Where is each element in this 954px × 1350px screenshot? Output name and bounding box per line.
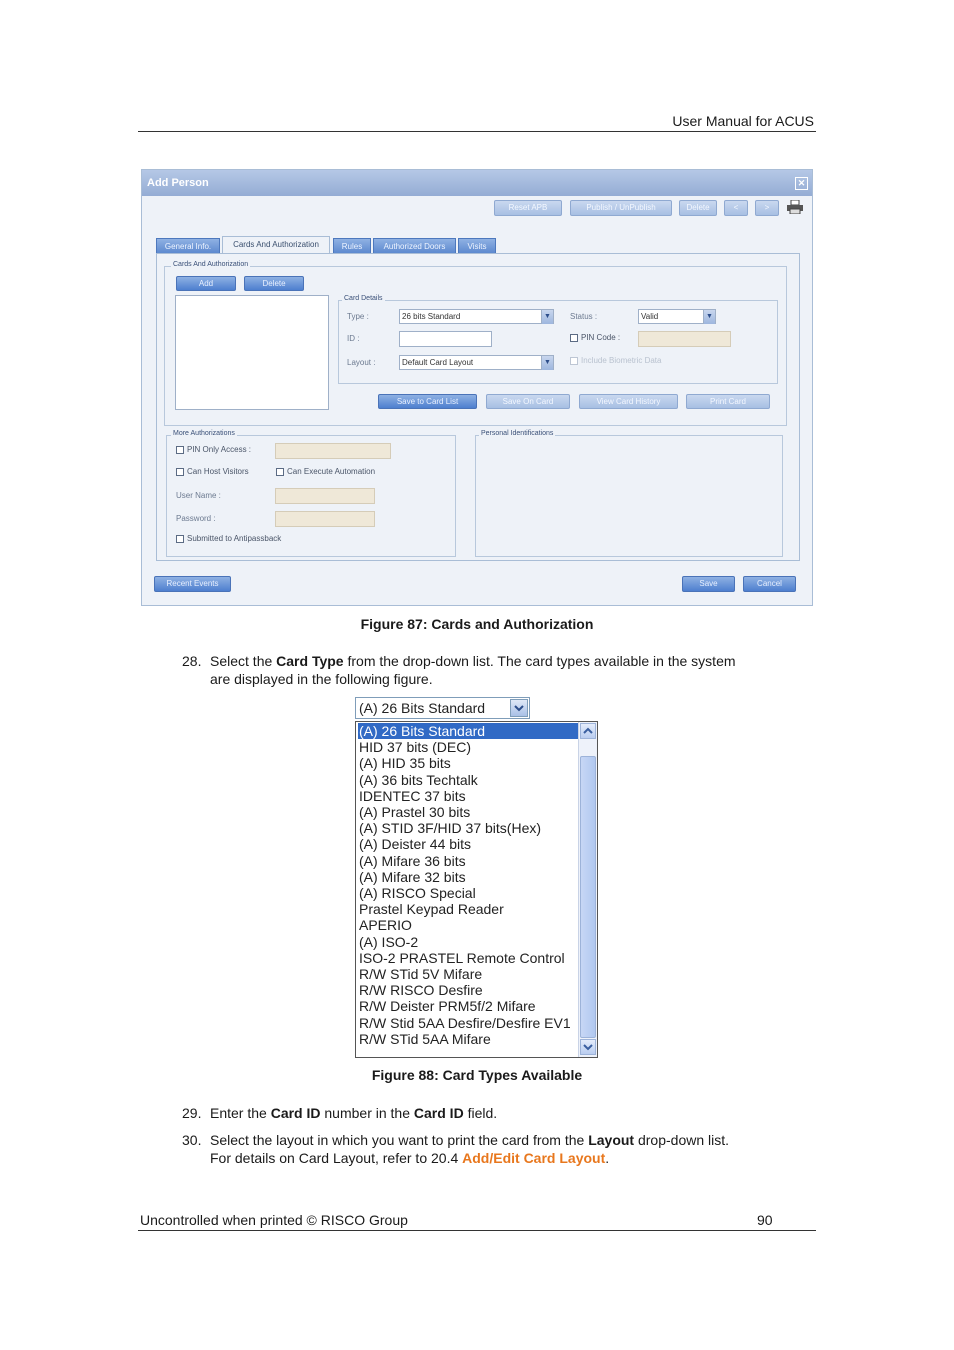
step-text: Enter the	[210, 1105, 271, 1121]
id-label: ID :	[347, 334, 360, 343]
status-select[interactable]	[638, 309, 716, 324]
printer-icon[interactable]	[787, 200, 803, 214]
card-type-option[interactable]: (A) HID 35 bits	[359, 755, 451, 772]
card-type-option[interactable]: ISO-2 PRASTEL Remote Control	[359, 949, 565, 966]
card-type-option[interactable]: (A) Prastel 30 bits	[359, 804, 471, 820]
layout-value: Default Card Layout	[402, 358, 474, 367]
next-button[interactable]: >	[755, 200, 779, 216]
card-type-option[interactable]: (A) STID 3F/HID 37 bits(Hex)	[359, 820, 542, 837]
add-card-button[interactable]: Add	[176, 276, 236, 291]
pin-code-input[interactable]	[638, 331, 731, 347]
more-auth-legend: More Authorizations	[173, 430, 235, 437]
status-label: Status :	[570, 312, 598, 321]
card-type-option[interactable]: (A) ISO-2	[359, 933, 419, 950]
reset-apb-button[interactable]: Reset APB	[494, 200, 562, 216]
cancel-button[interactable]: Cancel	[743, 576, 796, 592]
personal-ident-legend: Personal Identifications	[481, 430, 554, 437]
figure-87-caption: Figure 87: Cards and Authorization	[360, 616, 594, 632]
footer-rule	[138, 1230, 816, 1231]
step-text: from the drop-down list. The card types available in the system	[343, 653, 736, 669]
recent-events-button[interactable]: Recent Events	[154, 576, 231, 592]
host-visitors-checkbox[interactable]	[176, 468, 184, 476]
header-rule	[138, 131, 816, 132]
scrollbar[interactable]	[578, 722, 597, 1057]
step-term: Layout	[588, 1132, 635, 1148]
step-text: are displayed in the following figure.	[210, 671, 433, 687]
page-number: 90	[757, 1212, 773, 1228]
step-term: Card ID	[270, 1105, 321, 1121]
delete-card-button[interactable]: Delete	[244, 276, 304, 291]
step-text: field.	[463, 1105, 498, 1121]
step-text: Select the	[210, 653, 277, 669]
type-label: Type :	[347, 312, 369, 321]
view-card-history-button[interactable]: View Card History	[579, 394, 678, 409]
card-type-option[interactable]: R/W Stid 5AA Desfire/Desfire EV1	[359, 1014, 571, 1031]
save-button[interactable]: Save	[682, 576, 735, 592]
chevron-down-icon[interactable]: ▼	[541, 310, 553, 324]
step-number: 28.	[182, 653, 202, 669]
chevron-down-icon[interactable]	[510, 699, 528, 717]
biometric-label: Include Biometric Data	[581, 356, 662, 365]
prev-button[interactable]: <	[724, 200, 748, 216]
card-type-option[interactable]: (A) Mifare 36 bits	[359, 852, 466, 869]
pin-only-input[interactable]	[275, 443, 391, 459]
chevron-down-icon[interactable]: ▼	[541, 356, 553, 370]
card-id-input[interactable]	[399, 331, 492, 347]
tab-authorized-doors[interactable]: Authorized Doors	[373, 238, 456, 253]
biometric-checkbox[interactable]	[570, 357, 578, 365]
step-text: For details on Card Layout, refer to 20.4	[210, 1150, 463, 1166]
card-type-option-selected[interactable]: (A) 26 Bits Standard	[358, 723, 578, 739]
card-type-dropdown-list[interactable]	[355, 721, 598, 1058]
card-type-option[interactable]: IDENTEC 37 bits	[359, 787, 466, 804]
card-type-option[interactable]: (A) 36 bits Techtalk	[359, 771, 478, 788]
running-header: User Manual for ACUS	[672, 113, 814, 129]
step-term: Card Type	[276, 653, 344, 669]
card-type-option[interactable]: R/W Deister PRM5f/2 Mifare	[359, 998, 536, 1015]
step-30	[182, 1131, 822, 1167]
window-title: Add Person	[147, 177, 209, 189]
antipassback-checkbox[interactable]	[176, 535, 184, 543]
chevron-down-icon[interactable]	[580, 1039, 596, 1055]
cards-legend: Cards And Authorization	[173, 261, 249, 268]
close-icon[interactable]: ✕	[795, 177, 808, 190]
status-value: Valid	[641, 312, 659, 321]
tab-rules[interactable]: Rules	[333, 238, 371, 253]
step-text: .	[605, 1150, 610, 1166]
antipassback-label: Submitted to Antipassback	[187, 534, 282, 543]
user-name-label: User Name :	[176, 491, 221, 500]
step-number: 30.	[182, 1132, 202, 1148]
personal-ident-fieldset	[475, 435, 783, 557]
tab-cards-and-authorization[interactable]: Cards And Authorization	[222, 236, 330, 253]
step-28	[182, 652, 822, 688]
card-type-option[interactable]: APERIO	[359, 917, 412, 934]
card-type-option[interactable]: HID 37 bits (DEC)	[359, 739, 472, 756]
chevron-down-icon[interactable]: ▼	[703, 310, 715, 324]
save-on-card-button[interactable]: Save On Card	[486, 394, 570, 409]
pin-code-label: PIN Code :	[581, 333, 621, 342]
combo-value: (A) 26 Bits Standard	[359, 700, 486, 716]
tab-visits[interactable]: Visits	[458, 238, 496, 253]
step-text: Select the layout in which you want to print the card from the	[210, 1132, 589, 1148]
password-input[interactable]	[275, 511, 375, 527]
card-type-combo[interactable]	[355, 697, 530, 719]
type-value: 26 bits Standard	[402, 312, 461, 321]
step-text: number in the	[320, 1105, 414, 1121]
host-visitors-label: Can Host Visitors	[187, 467, 249, 476]
chevron-up-icon[interactable]	[580, 723, 596, 739]
card-layout-link[interactable]: Add/Edit Card Layout	[462, 1150, 606, 1166]
delete-person-button[interactable]: Delete	[679, 200, 717, 216]
pin-only-checkbox[interactable]	[176, 446, 184, 454]
scrollbar-thumb[interactable]	[580, 756, 596, 1038]
step-number: 29.	[182, 1105, 202, 1121]
window-titlebar	[142, 170, 812, 196]
card-type-option[interactable]: (A) RISCO Special	[359, 885, 476, 901]
password-label: Password :	[176, 514, 216, 523]
card-type-option[interactable]: Prastel Keypad Reader	[359, 901, 504, 918]
card-list[interactable]	[175, 295, 329, 410]
card-type-option[interactable]: R/W STid 5AA Mifare	[359, 1030, 491, 1047]
card-details-legend: Card Details	[344, 295, 383, 302]
card-type-option[interactable]: (A) Mifare 32 bits	[359, 868, 466, 885]
print-card-button[interactable]: Print Card	[686, 394, 770, 409]
pin-code-checkbox[interactable]	[570, 334, 578, 342]
card-type-option[interactable]: (A) Deister 44 bits	[359, 836, 472, 853]
execute-automation-checkbox[interactable]	[276, 468, 284, 476]
tab-general-info[interactable]: General Info.	[156, 238, 220, 253]
pin-only-label: PIN Only Access :	[187, 445, 252, 454]
layout-select[interactable]	[399, 355, 554, 370]
execute-automation-label: Can Execute Automation	[287, 467, 376, 476]
card-type-option[interactable]: R/W RISCO Desfire	[359, 982, 483, 999]
add-person-window	[141, 169, 813, 606]
step-term: Card ID	[413, 1105, 464, 1121]
figure-88-caption: Figure 88: Card Types Available	[371, 1067, 583, 1083]
type-select[interactable]	[399, 309, 554, 324]
user-name-input[interactable]	[275, 488, 375, 504]
layout-label: Layout :	[347, 358, 376, 367]
card-type-option[interactable]: R/W STid 5V Mifare	[359, 966, 483, 982]
footer-left: Uncontrolled when printed © RISCO Group	[140, 1212, 408, 1228]
save-to-card-list-button[interactable]: Save to Card List	[378, 394, 477, 409]
step-29	[182, 1104, 822, 1122]
step-text: drop-down list.	[634, 1132, 730, 1148]
publish-button[interactable]: Publish / UnPublish	[570, 200, 672, 216]
